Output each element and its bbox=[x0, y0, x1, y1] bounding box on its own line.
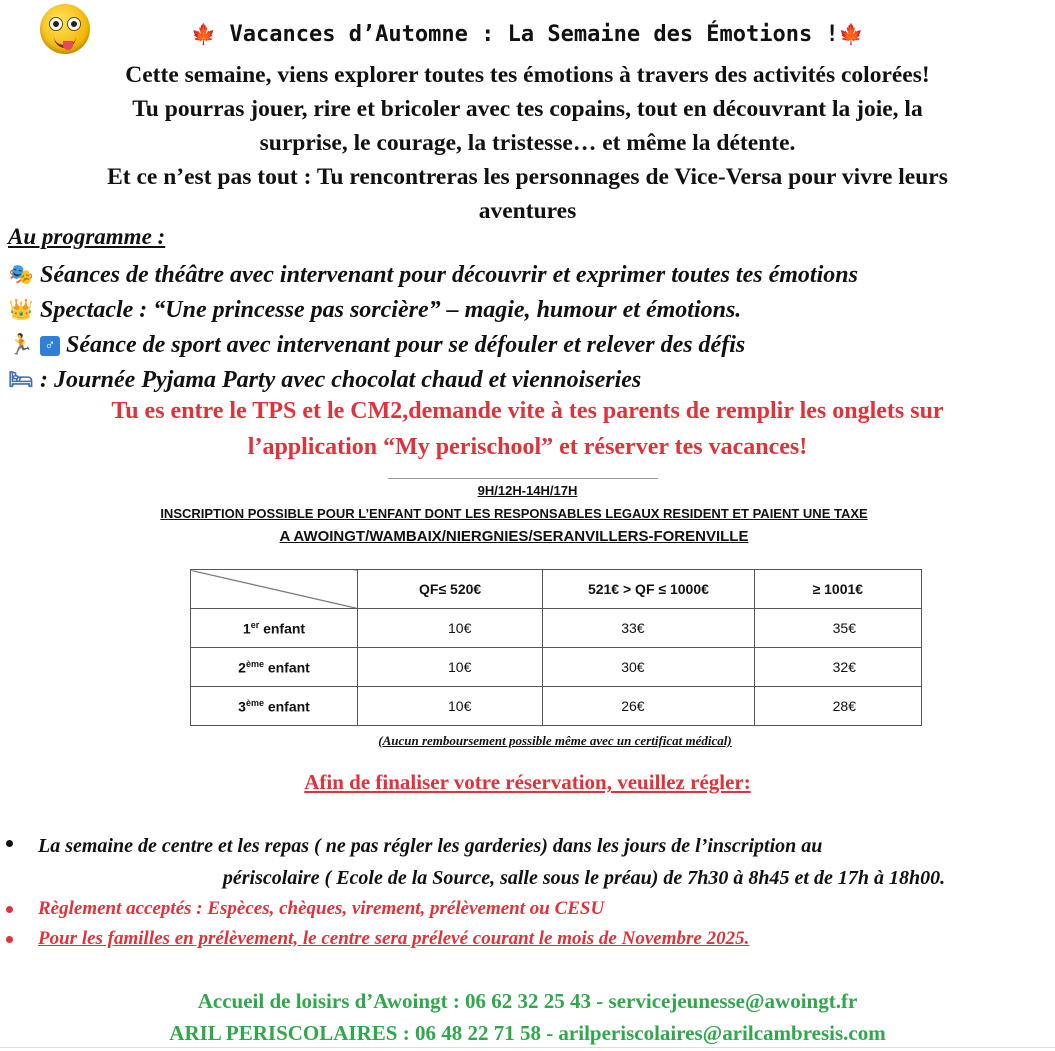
payment-heading: Afin de finaliser votre réservation, veuillez régler: bbox=[304, 770, 751, 794]
intro-line: Et ce n’est pas tout : Tu rencontreras les personnages de Vice-Versa pour vivre leurs bbox=[107, 164, 948, 190]
programme-heading: Au programme : bbox=[8, 224, 166, 249]
table-cell: 32€ bbox=[754, 648, 921, 687]
list-item-text: La semaine de centre et les repas ( ne pas régler les garderies) dans les jours de l’inscription au bbox=[38, 835, 823, 857]
table-row bbox=[191, 687, 922, 726]
eligible-towns: A AWOINGT/WAMBAIX/NIERGNIES/SERANVILLERS-FORENVILLE bbox=[279, 528, 749, 545]
divider bbox=[388, 478, 658, 479]
contact-info bbox=[0, 985, 1055, 1049]
booking-call-to-action bbox=[0, 393, 1055, 465]
list-item bbox=[0, 830, 1050, 894]
male-sign-icon: ♂ bbox=[40, 336, 60, 356]
intro-paragraph bbox=[0, 58, 1055, 228]
table-header-cell: 521€ > QF ≤ 1000€ bbox=[543, 570, 754, 609]
list-item-text: périscolaire ( Ecole de la Source, salle sous le préau) de 7h30 à 8h45 et de 17h à 18h00. bbox=[222, 867, 946, 889]
table-row bbox=[191, 609, 922, 648]
table-row-header: 1er enfant bbox=[191, 609, 358, 648]
intro-line: Tu pourras jouer, rire et bricoler avec tes copains, tout en découvrant la joie, la bbox=[132, 96, 923, 122]
cta-line: Tu es entre le TPS et le CM2,demande vite à tes parents de remplir les onglets sur bbox=[111, 398, 944, 424]
table-header-row bbox=[191, 570, 922, 609]
theatre-masks-icon: 🎭 bbox=[8, 264, 34, 286]
divider bbox=[0, 1047, 1055, 1048]
programme-item-text: Séance de sport avec intervenant pour se défouler et relever des défis bbox=[66, 332, 746, 358]
table-cell: 10€ bbox=[358, 687, 543, 726]
inscription-conditions: INSCRIPTION POSSIBLE POUR L’ENFANT DONT LES RESPONSABLES LEGAUX RESIDENT ET PAIENT UNE TAXE bbox=[160, 506, 868, 521]
flyer-title-text: Vacances d’Automne : La Semaine des Émotions ! bbox=[229, 22, 839, 47]
bullet-icon bbox=[6, 840, 13, 847]
table-header-cell: ≥ 1001€ bbox=[754, 570, 921, 609]
programme-item-text: : Journée Pyjama Party avec chocolat chaud et viennoiseries bbox=[40, 367, 642, 393]
pricing-table bbox=[190, 569, 922, 726]
list-item bbox=[0, 924, 1050, 954]
programme-list bbox=[8, 258, 858, 398]
table-cell: 10€ bbox=[358, 648, 543, 687]
list-item bbox=[0, 894, 1050, 924]
cta-line: l’application “My perischool” et réserver tes vacances! bbox=[247, 434, 808, 460]
runner-icon: 🏃 bbox=[8, 334, 34, 356]
bed-icon: 🛏 bbox=[8, 369, 34, 391]
programme-item-text: Spectacle : “Une princesse pas sorcière” – magie, humour et émotions. bbox=[40, 297, 742, 323]
bullet-icon bbox=[6, 906, 13, 913]
programme-item-sport bbox=[8, 328, 858, 363]
list-item-text: Pour les familles en prélèvement, le centre sera prélevé courant le mois de Novembre 2025. bbox=[38, 928, 750, 949]
intro-line: Cette semaine, viens explorer toutes tes émotions à travers des activités colorées! bbox=[125, 62, 930, 88]
table-cell: 35€ bbox=[754, 609, 921, 648]
table-row bbox=[191, 648, 922, 687]
programme-item-spectacle bbox=[8, 293, 858, 328]
flyer-title bbox=[0, 22, 1055, 47]
table-cell: 10€ bbox=[358, 609, 543, 648]
maple-leaf-icon: 🍁 bbox=[838, 22, 864, 46]
table-cell: 28€ bbox=[754, 687, 921, 726]
programme-item-text: Séances de théâtre avec intervenant pour découvrir et exprimer toutes tes émotions bbox=[40, 262, 858, 288]
list-item-text: Règlement acceptés : Espèces, chèques, virement, prélèvement ou CESU bbox=[38, 898, 605, 919]
refund-note: (Aucun remboursement possible même avec un certificat médical) bbox=[378, 733, 732, 748]
table-corner-cell bbox=[191, 570, 358, 609]
payment-info-list bbox=[0, 830, 1050, 954]
intro-line: aventures bbox=[478, 198, 577, 224]
contact-line: ARIL PERISCOLAIRES : 06 48 22 71 58 - arilperiscolaires@arilcambresis.com bbox=[169, 1021, 886, 1045]
table-cell: 33€ bbox=[543, 609, 754, 648]
table-cell: 26€ bbox=[543, 687, 754, 726]
table-header-cell: QF≤ 520€ bbox=[358, 570, 543, 609]
programme-item-theatre bbox=[8, 258, 858, 293]
table-cell: 30€ bbox=[543, 648, 754, 687]
bullet-icon bbox=[6, 936, 13, 943]
table-row-header: 3ème enfant bbox=[191, 687, 358, 726]
opening-hours: 9H/12H-14H/17H bbox=[477, 483, 578, 498]
table-row-header: 2ème enfant bbox=[191, 648, 358, 687]
contact-line: Accueil de loisirs d’Awoingt : 06 62 32 25 43 - servicejeunesse@awoingt.fr bbox=[197, 989, 858, 1013]
intro-line: surprise, le courage, la tristesse… et même la détente. bbox=[259, 130, 796, 156]
maple-leaf-icon: 🍁 bbox=[191, 22, 217, 46]
crown-icon: 👑 bbox=[8, 299, 34, 321]
